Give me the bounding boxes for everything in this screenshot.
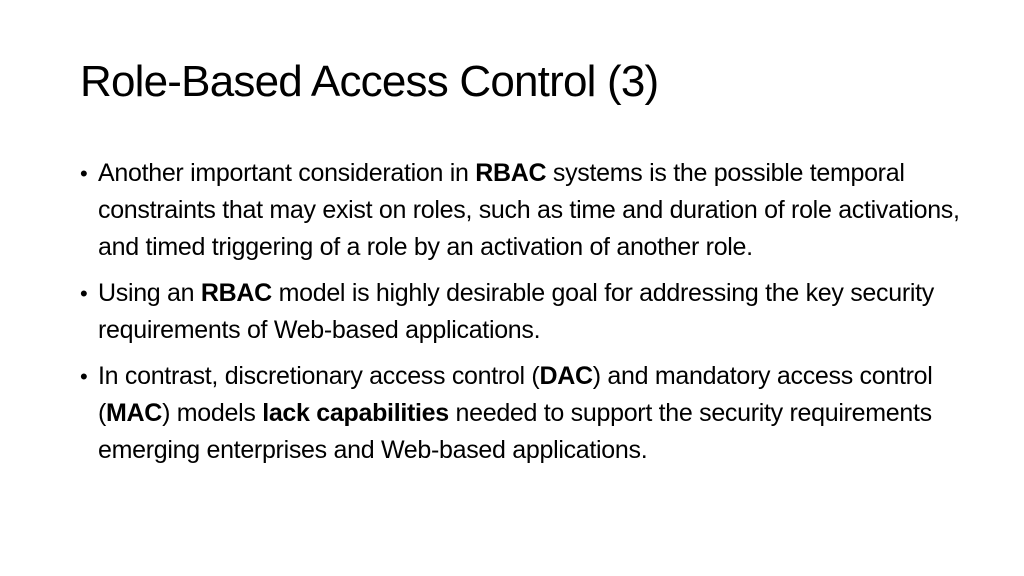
bold-term: RBAC (475, 159, 547, 187)
bullet-text: Using an (98, 279, 201, 307)
bullet-text: In contrast, discretionary access control ( (98, 362, 540, 390)
bullet-item (80, 155, 960, 266)
slide-title: Role-Based Access Control (3) (80, 57, 659, 106)
bold-term: DAC (539, 362, 593, 390)
bullet-text: ) and mandatory access control ( (98, 362, 933, 427)
bullet-dot-icon: • (80, 281, 88, 306)
bullet-list (80, 155, 960, 478)
bold-term: lack capabilities (262, 399, 449, 427)
bullet-dot-icon: • (80, 364, 88, 389)
bold-term: MAC (106, 399, 163, 427)
bullet-text: Another important consideration in (98, 159, 476, 187)
bold-term: RBAC (200, 279, 272, 307)
bullet-text: needed to support the security requirements emerging enterprises and Web-based applications. (98, 399, 932, 464)
bullet-item (80, 358, 960, 469)
bullet-item (80, 275, 960, 349)
bullet-text: systems is the possible temporal constraints that may exist on roles, such as time and duration of role activations, and timed triggering of a role by an activation of another role. (98, 159, 960, 261)
bullet-dot-icon: • (80, 161, 88, 186)
bullet-text: ) models (162, 399, 263, 427)
bullet-text: model is highly desirable goal for addressing the key security requirements of Web-based applications. (98, 279, 934, 344)
